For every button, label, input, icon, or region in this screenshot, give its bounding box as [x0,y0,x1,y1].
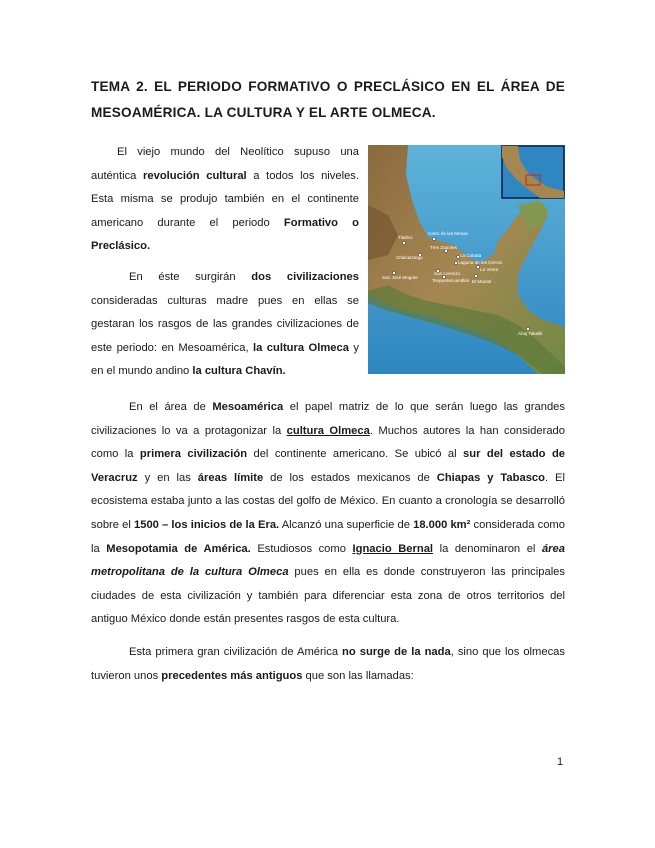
bold-text: Chiapas y Tabasco [436,471,545,484]
bold-text: sur del estado de Veracruz [91,448,565,484]
text-run: de los estados mexicanos de [263,471,437,484]
bold-text: 18.000 km² [413,518,471,531]
bold-text: precedentes más antiguos [161,669,303,682]
text-run: la denominaron el [433,542,542,555]
mesoamerica-map-image [368,145,565,374]
map-label: La Cobata [460,253,482,258]
paragraph-1 [91,141,359,259]
text-run: a todos los niveles. Esta misma se produjo también en el continente americano durante el periodo [91,169,359,229]
text-run: En el área de [129,401,213,413]
text-run: el papel matriz de lo que serán luego las grandes civilizaciones lo va a protagonizar la [91,401,565,437]
page-number: 1 [557,756,564,768]
text-run: que son las llamadas: [302,669,414,682]
text-run: , sino que los olmecas tuvieron unos [91,646,565,682]
map-label: Cerro de las Mesas [428,231,468,236]
text-run: consideradas culturas madre pues en ellas se gestaran los rasgos de las grandes civilizaciones de este periodo: en Mesoamérica, [91,294,359,354]
paragraph-3 [91,396,565,632]
bold-text: revolución cultural [143,169,247,182]
bold-text: primera civilización [139,448,248,461]
bold-text: Mesopotamia de América. [106,542,251,555]
map-label: El Manatí [472,279,492,284]
map-label: Teopantecuanitlán [432,278,470,283]
bold-text: dos civilizaciones [251,271,359,283]
text-run: pues en ella es donde construyeron las principales ciudades de esta civilización y también para diferenciar esta zona de otros territorios del antiguo México donde están presentes rasgos de esta cultura. [91,566,565,626]
text-run: . Muchos autores la han considerado como la [91,424,565,461]
bold-text: Formativo o Preclásico. [91,216,359,253]
text-run: considerada como la [91,518,565,555]
document-title: TEMA 2. EL PERIODO FORMATIVO O PRECLÁSICO EN EL ÁREA DE MESOAMÉRICA. LA CULTURA Y EL ARTE OLMECA. [91,79,565,120]
bold-italic-text: área metropolitana de la cultura Olmeca [91,542,565,579]
map-label: Laguna de los Cerros [458,260,502,265]
map-label: La Venta [480,267,499,272]
map-label: Tres Zapotes [430,245,457,250]
text-run: y en las [137,471,198,484]
text-run: El viejo mundo del Neolítico supuso una auténtica [91,146,359,182]
underlined-bold-text: cultura Olmeca [286,424,370,437]
text-run: . El ecosistema estaba junto a las costas del golfo de México. En cuanto a cronología se desarrolló sobre el [91,471,565,531]
bold-text: la cultura Chavín. [192,365,286,378]
map-label: San Lorenzo [434,271,461,276]
bold-text: 1500 – los inicios de la Era. [134,518,280,531]
text-run: del continente americano. Se ubicó al [247,448,464,461]
map-label: San José Mogote [382,275,418,280]
text-run: Estudiosos como [250,542,353,555]
paragraph-2 [91,266,359,384]
paragraph-4 [91,641,565,688]
text-run: En éste surgirán [129,271,252,283]
bold-text: áreas límite [197,471,264,484]
text-run: Alcanzó una superficie de [279,518,414,531]
map-label: Chalcatzingo [396,255,423,260]
map-label: Abaj Takalik [518,331,543,336]
bold-text: no surge de la nada [342,646,451,658]
bold-text: la cultura Olmeca [253,341,349,354]
text-run: Esta primera gran civilización de América [129,646,343,658]
text-run: y en el mundo andino [91,341,359,378]
bold-text: Mesoamérica [212,401,284,413]
underlined-bold-text: Ignacio Bernal [352,542,434,555]
map-label: Tlatilco [398,235,413,240]
